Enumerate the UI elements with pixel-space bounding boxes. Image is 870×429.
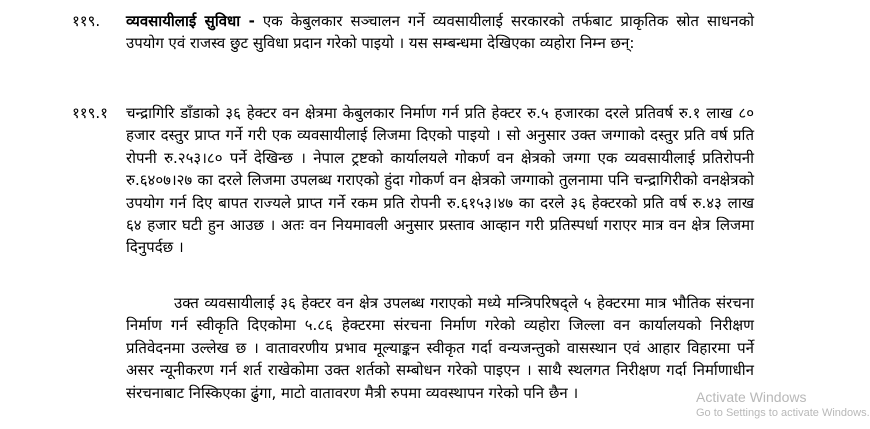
subsection-paragraph: चन्द्रागिरि डाँडाको ३६ हेक्टर वन क्षेत्रमा केबुलकार निर्माण गर्न प्रति हेक्टर रु.५ हजारका दरले प्रतिवर्ष रु.१ लाख ८० हजार दस्तुर प्राप्त गर्ने गरी एक व्यवसायीलाई लिजमा दिएको पाइयो । सो अनुसार उक्त जग्गाको दस्तुर प्रति वर्ष प्रति रोपनी रु.२५३।८० पर्ने देखिन्छ । नेपाल ट्रष्टको कार्यालयले गोकर्ण वन क्षेत्रको जग्गा एक व्यवसायीलाई प्रतिरोपनी रु.६४०७।२७ का दरले लिजमा उपलब्ध गराएको हुंदा गोकर्ण वन क्षेत्रको जग्गाको तुलनामा पनि चन्द्रागिरीको वनक्षेत्रको उपयोग गर्न दिए बापत राज्यले प्राप्त गर्ने रकम प्रति रोपनी रु.६१५३।४७ का दरले ३६ हेक्टरको प्रति वर्ष रु.४३ लाख ६४ हजार घटी हुन आउछ । अतः वन नियमावली अनुसार प्रस्ताव आव्हान गरी प्रतिस्पर्धा गराएर मात्र वन क्षेत्र लिजमा दिनुपर्दछ । — [126, 104, 754, 257]
section-text: एक केबुलकार सञ्चालन गर्ने व्यवसायीलाई सरकारको तर्फबाट प्राकृतिक स्रोत साधनको उपयोग एवं राजस्व छुट सुविधा प्रदान गरेको पाइयो । यस सम्बन्धमा देखिएका व्यहोरा निम्न छन्: — [126, 12, 754, 53]
subsection-number: ११९.१ — [72, 104, 108, 122]
continuation-paragraph: उक्त व्यवसायीलाई ३६ हेक्टर वन क्षेत्र उपलब्ध गराएको मध्ये मन्त्रिपरिषद्ले ५ हेक्टरमा मात्र भौतिक संरचना निर्माण गर्न स्वीकृति दिएकोमा ५.८६ हेक्टरमा संरचना निर्माण गरेको व्यहोरा जिल्ला वन कार्यालयको निरीक्षण प्रतिवेदनमा उल्लेख छ । वातावरणीय प्रभाव मूल्याङ्कन स्वीकृत गर्दा वन्यजन्तुको वासस्थान एवं आहार विहारमा पर्ने असर न्यूनीकरण गर्न शर्त राखेकोमा उक्त शर्तको सम्बोधन गरेको पाइएन । साथै स्थलगत निरीक्षण गर्दा निर्माणाधीन संरचनाबाट निस्किएका ढुंगा, माटो वातावरण मैत्री रुपमा व्यवस्थापन गरेको पनि छैन । — [126, 294, 754, 402]
section-paragraph — [126, 10, 754, 55]
activation-watermark — [696, 388, 870, 420]
section-number: ११९. — [72, 12, 101, 30]
section-heading: व्यवसायीलाई सुविधा - — [126, 12, 255, 30]
watermark-subtitle: Go to Settings to activate Windows. — [696, 407, 870, 419]
watermark-title: Activate Windows — [696, 389, 807, 405]
